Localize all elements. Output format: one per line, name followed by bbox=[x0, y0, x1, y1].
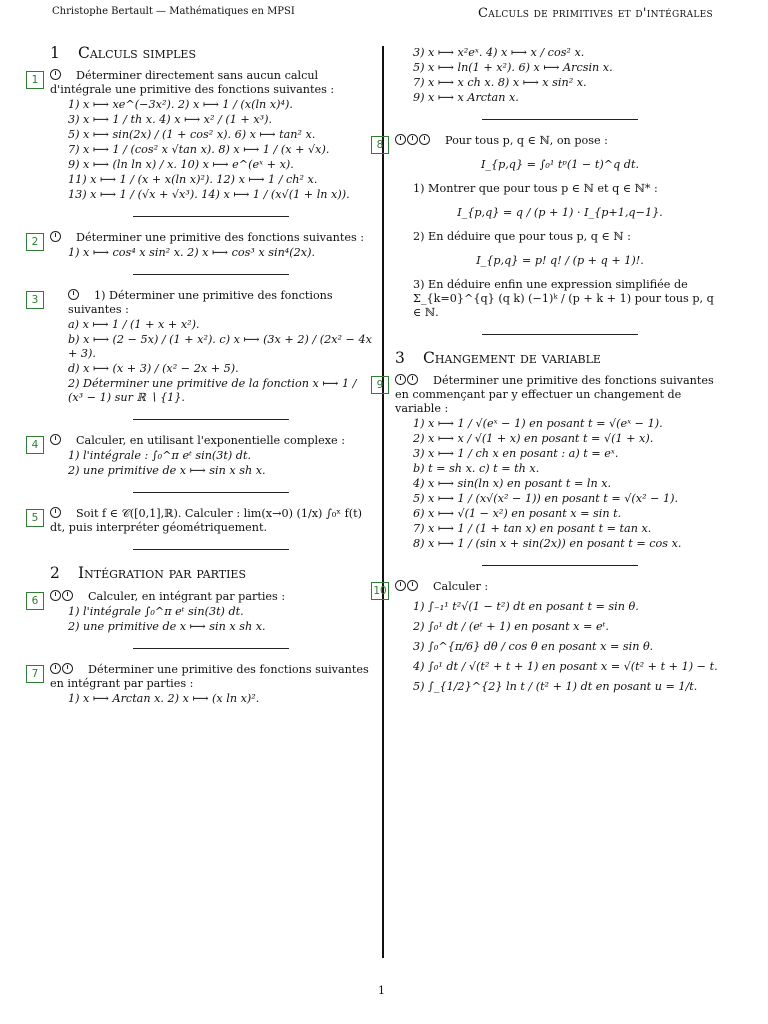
item: 5) ∫_{1/2}^{2} ln t / (t² + 1) dt en posant u = 1/t. bbox=[413, 680, 698, 694]
item: 8) x ⟼ 1 / (sin x + sin(2x)) en posant t = cos x. bbox=[413, 537, 682, 551]
exercise: 3 1) Déterminer une primitive des fonctions suivantes : a) x ⟼ 1 / (1 + x + x²). b) x ⟼ (2 − 5x) / (1 + x²). c) x ⟼ (3x + 2) / (2x² − 4x + 3). d) x ⟼ (x + 3) / (x² − 2x + 5). 2) Déterminer une primitive de la fonction x ⟼ 1 / (x³ − 1) sur ℝ ∖ {1}. bbox=[50, 289, 372, 405]
item: 4) x ⟼ sin(ln x) en posant t = ln x. bbox=[413, 477, 612, 491]
item: 5) x ⟼ ln(1 + x²). 6) x ⟼ Arcsin x. bbox=[413, 61, 613, 74]
item: 1) l'intégrale : ∫₀^π eᵗ sin(3t) dt. bbox=[68, 449, 252, 463]
item: 1) l'intégrale ∫₀^π eᵗ sin(3t) dt. bbox=[68, 604, 244, 618]
difficulty-icon bbox=[395, 580, 419, 593]
difficulty-icon bbox=[395, 374, 419, 387]
item: 4) ∫₀¹ dt / √(t² + t + 1) en posant x = √(t² + t + 1) − t. bbox=[413, 660, 718, 674]
separator bbox=[133, 216, 289, 217]
item: 7) x ⟼ x ch x. 8) x ⟼ x sin² x. bbox=[413, 76, 587, 89]
exercise-number-box: 9 bbox=[371, 376, 389, 394]
item: 11) x ⟼ 1 / (x + x(ln x)²). 12) x ⟼ 1 / ch² x. bbox=[68, 173, 318, 187]
difficulty-icon bbox=[50, 663, 74, 676]
exercise: 10 Calculer : 1) ∫₋₁¹ t²√(1 − t²) dt en posant t = sin θ. 2) ∫₀¹ dt / (eᵗ + 1) en posant x = eᵗ. 3) ∫₀^{π/6} dθ / cos θ en posant x = sin θ. 4) ∫₀¹ dt / √(t² + t + 1) en posant x = √(t² + t + 1) − t. 5) ∫_{1/2}^{2} ln t / (t² + 1) dt en posant u = 1/t. bbox=[395, 580, 725, 694]
item: 2) En déduire que pour tous p, q ∈ ℕ : bbox=[413, 230, 631, 243]
separator bbox=[482, 119, 638, 120]
difficulty-icon bbox=[50, 231, 62, 244]
left-column bbox=[31, 40, 372, 708]
item: 1) x ⟼ cos⁴ x sin² x. 2) x ⟼ cos³ x sin⁴(2x). bbox=[68, 246, 316, 260]
item: 6) x ⟼ √(1 − x²) en posant x = sin t. bbox=[413, 507, 622, 521]
exercise: 8 Pour tous p, q ∈ ℕ, on pose : I_{p,q} = ∫₀¹ tᵖ(1 − t)^q dt. 1) Montrer que pour tous p ∈ ℕ et q ∈ ℕ* : I_{p,q} = q / (p + 1) · I_{p+1,q−1}. 2) En déduire que pour tous p, q ∈ ℕ : I_{p,q} = p! q! / (p + q + 1)!. 3) En déduire enfin une expression simplifiée de Σ_{k=0}^{q} (q k) (−1)ᵏ / (p + k + 1) pour tous p, q ∈ ℕ. bbox=[395, 134, 725, 320]
item: b) x ⟼ (2 − 5x) / (1 + x²). c) x ⟼ (3x + 2) / (2x² − 4x + 3). bbox=[68, 333, 372, 361]
item: 7) x ⟼ 1 / (cos² x √tan x). 8) x ⟼ 1 / (x + √x). bbox=[68, 143, 330, 157]
separator bbox=[482, 565, 638, 566]
exercise: 9 Déterminer une primitive des fonctions suivantes en commençant par y effectuer un changement de variable : 1) x ⟼ 1 / √(eˣ − 1) en posant t = √(eˣ − 1). 2) x ⟼ x / √(1 + x) en posant t = √(1 + x). 3) x ⟼ 1 / ch x en posant : a) t = eˣ. b) t = sh x. c) t = th x. 4) x ⟼ sin(ln x) en posant t = ln x. 5) x ⟼ 1 / (x√(x² − 1)) en posant t = √(x² − 1). 6) x ⟼ √(1 − x²) en posant x = sin t. 7) x ⟼ 1 / (1 + tan x) en posant t = tan x. 8) x ⟼ 1 / (sin x + sin(2x)) en posant t = cos x. bbox=[395, 374, 725, 551]
exercise: 2 Déterminer une primitive des fonctions suivantes : 1) x ⟼ cos⁴ x sin² x. 2) x ⟼ cos³ x sin⁴(2x). bbox=[50, 231, 372, 260]
item: 9) x ⟼ x Arctan x. bbox=[413, 91, 519, 104]
exercise: 6 Calculer, en intégrant par parties : 1) l'intégrale ∫₀^π eᵗ sin(3t) dt. 2) une primitive de x ⟼ sin x sh x. bbox=[50, 590, 372, 634]
item: a) x ⟼ 1 / (1 + x + x²). bbox=[68, 318, 200, 332]
exercise-number-box: 10 bbox=[371, 582, 389, 600]
item: 2) Déterminer une primitive de la fonction x ⟼ 1 / (x³ − 1) sur ℝ ∖ {1}. bbox=[68, 377, 357, 405]
item: 3) x ⟼ 1 / th x. 4) x ⟼ x² / (1 + x³). bbox=[68, 113, 273, 127]
exercise: 1 Déterminer directement sans aucun calcul d'intégrale une primitive des fonctions suivantes : 1) x ⟼ xe^(−3x²). 2) x ⟼ 1 / (x(ln x)⁴). 3) x ⟼ 1 / th x. 4) x ⟼ x² / (1 + x³). 5) x ⟼ sin(2x) / (1 + cos² x). 6) x ⟼ tan² x. 7) x ⟼ 1 / (cos² x √tan x). 8) x ⟼ 1 / (x + √x). 9) x ⟼ (ln ln x) / x. 10) x ⟼ e^(eˣ + x). 11) x ⟼ 1 / (x + x(ln x)²). 12) x ⟼ 1 / ch² x. 13) x ⟼ 1 / (√x + √x³). 14) x ⟼ 1 / (x√(1 + ln x)). bbox=[50, 69, 372, 202]
exercise-number-box: 8 bbox=[371, 136, 389, 154]
page-number: 1 bbox=[378, 984, 385, 997]
item: 2) x ⟼ x / √(1 + x) en posant t = √(1 + x). bbox=[413, 432, 654, 446]
separator bbox=[133, 274, 289, 275]
difficulty-icon bbox=[50, 507, 62, 520]
section-title: 2 Intégration par parties bbox=[50, 564, 246, 583]
difficulty-icon bbox=[50, 69, 62, 82]
item: 1) x ⟼ 1 / √(eˣ − 1) en posant t = √(eˣ − 1). bbox=[413, 417, 663, 431]
item: 1) Montrer que pour tous p ∈ ℕ et q ∈ ℕ* : bbox=[413, 182, 658, 195]
item: b) t = sh x. c) t = th x. bbox=[413, 462, 540, 476]
section-title: 1 Calculs simples bbox=[50, 44, 196, 62]
item: 2) une primitive de x ⟼ sin x sh x. bbox=[68, 619, 266, 633]
item: d) x ⟼ (x + 3) / (x² − 2x + 5). bbox=[68, 362, 239, 376]
item: 3) ∫₀^{π/6} dθ / cos θ en posant x = sin θ. bbox=[413, 640, 654, 654]
exercise: 5 Soit f ∈ 𝒞([0,1],ℝ). Calculer : lim(x→0) (1/x) ∫₀ˣ f(t) dt, puis interpréter géométriquement. bbox=[50, 507, 372, 535]
item: 3) En déduire enfin une expression simplifiée de Σ_{k=0}^{q} (q k) (−1)ᵏ / (p + k + 1) pour tous p, q ∈ ℕ. bbox=[413, 278, 714, 319]
exercise-number-box: 4 bbox=[26, 436, 44, 454]
exercise-number-box: 5 bbox=[26, 509, 44, 527]
exercise-number-box: 2 bbox=[26, 233, 44, 251]
item: 9) x ⟼ (ln ln x) / x. 10) x ⟼ e^(eˣ + x). bbox=[68, 158, 294, 172]
item: 1) x ⟼ xe^(−3x²). 2) x ⟼ 1 / (x(ln x)⁴). bbox=[68, 98, 293, 112]
difficulty-icon bbox=[68, 289, 80, 302]
difficulty-icon bbox=[395, 134, 431, 147]
exercise-continued bbox=[395, 46, 725, 105]
exercise-number-box: 3 bbox=[26, 291, 44, 309]
exercise-number-box: 7 bbox=[26, 665, 44, 683]
item: 2) une primitive de x ⟼ sin x sh x. bbox=[68, 464, 266, 478]
exercise: 4 Calculer, en utilisant l'exponentielle complexe : 1) l'intégrale : ∫₀^π eᵗ sin(3t) dt. 2) une primitive de x ⟼ sin x sh x. bbox=[50, 434, 372, 478]
exercise-number-box: 6 bbox=[26, 592, 44, 610]
item: 2) ∫₀¹ dt / (eᵗ + 1) en posant x = eᵗ. bbox=[413, 620, 609, 634]
header-author: Christophe Bertault — Mathématiques en MPSI bbox=[52, 6, 295, 17]
item: 3) x ⟼ x²eˣ. 4) x ⟼ x / cos² x. bbox=[413, 46, 585, 59]
item: 7) x ⟼ 1 / (1 + tan x) en posant t = tan x. bbox=[413, 522, 652, 536]
item: I_{p,q} = q / (p + 1) · I_{p+1,q−1}. bbox=[457, 206, 663, 219]
header-title: Calculs de primitives et d'intégrales bbox=[478, 6, 713, 21]
item: I_{p,q} = ∫₀¹ tᵖ(1 − t)^q dt. bbox=[480, 158, 640, 171]
exercise: 7 Déterminer une primitive des fonctions suivantes en intégrant par parties : 1) x ⟼ Arctan x. 2) x ⟼ (x ln x)². bbox=[50, 663, 372, 706]
difficulty-icon bbox=[50, 434, 62, 447]
item: I_{p,q} = p! q! / (p + q + 1)!. bbox=[476, 254, 644, 267]
item: 1) ∫₋₁¹ t²√(1 − t²) dt en posant t = sin θ. bbox=[413, 600, 639, 614]
separator bbox=[133, 419, 289, 420]
item: 5) x ⟼ 1 / (x√(x² − 1)) en posant t = √(x² − 1). bbox=[413, 492, 679, 506]
difficulty-icon bbox=[50, 590, 74, 603]
separator bbox=[133, 492, 289, 493]
separator bbox=[482, 334, 638, 335]
exercise-number-box: 1 bbox=[26, 71, 44, 89]
right-column bbox=[373, 40, 725, 696]
separator bbox=[133, 648, 289, 649]
separator bbox=[133, 549, 289, 550]
item: 1) x ⟼ Arctan x. 2) x ⟼ (x ln x)². bbox=[68, 691, 260, 705]
item: 3) x ⟼ 1 / ch x en posant : a) t = eˣ. bbox=[413, 447, 619, 461]
column-divider bbox=[382, 46, 384, 958]
section-title: 3 Changement de variable bbox=[395, 349, 601, 367]
item: 13) x ⟼ 1 / (√x + √x³). 14) x ⟼ 1 / (x√(1 + ln x)). bbox=[68, 188, 350, 202]
item: 5) x ⟼ sin(2x) / (1 + cos² x). 6) x ⟼ tan² x. bbox=[68, 128, 316, 142]
